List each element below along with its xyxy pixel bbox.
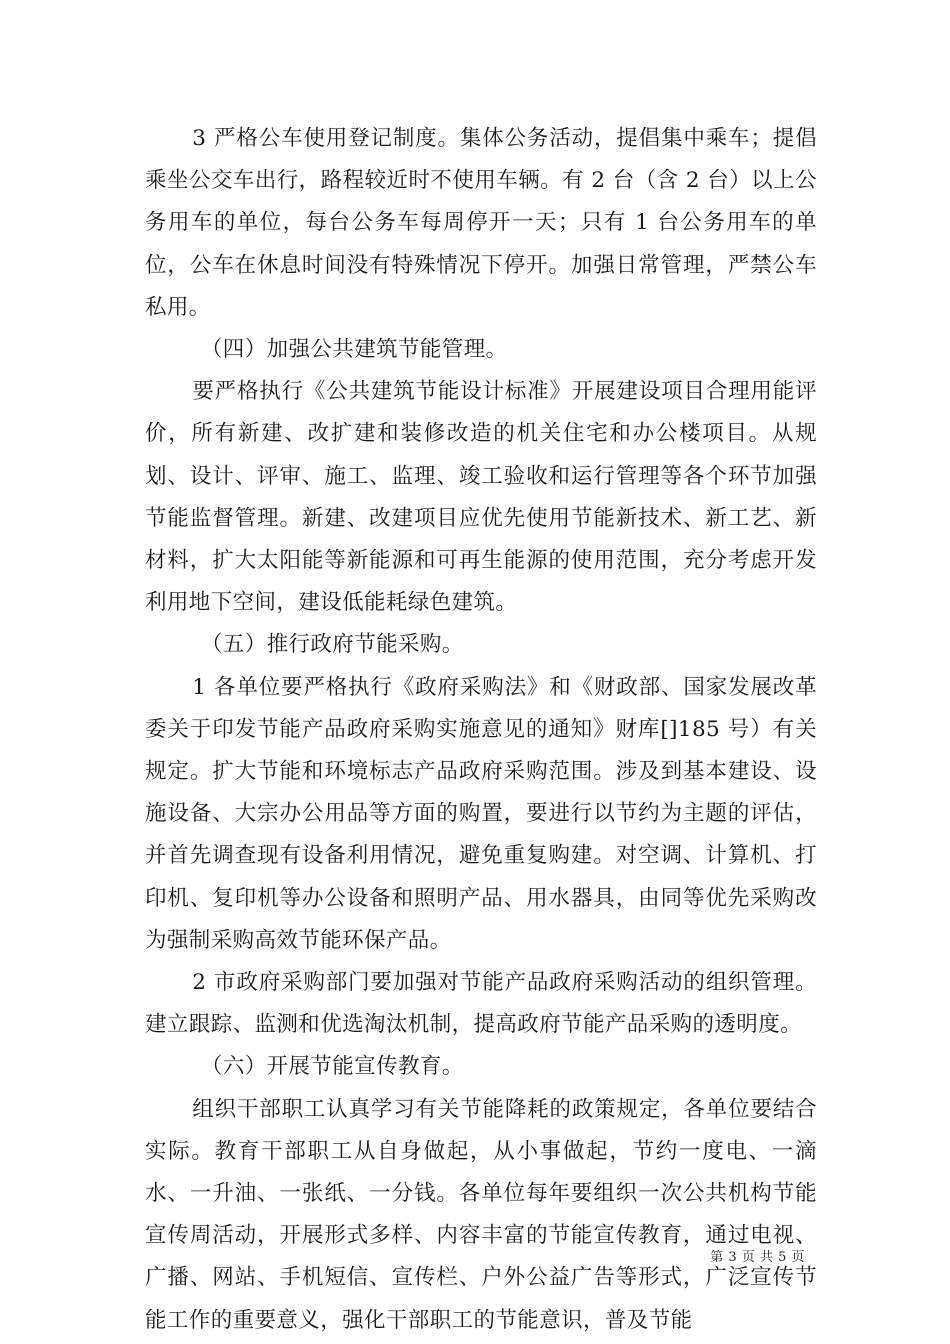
section-heading-government-procurement: （五）推行政府节能采购。 [200, 632, 464, 658]
paragraph-procurement-law: 1 各单位要严格执行《政府采购法》和《财政部、国家发展改革委关于印发节能产品政府采购实施意见的通知》财库[]185 号）有关规定。扩大节能和环境标志产品政府采购范围。涉及到基本建设、设施设备、大宗办公用品等方面的购置，要进行以节约为主题的评估，并首先调查现有设备利用情况，避免重复购建。对空调、计算机、打印机、复印机等办公设备和照明产品、用水器具，由同等优先采购改为强制采购高效节能环保产品。 [145, 674, 817, 953]
paragraph-procurement-management: 2 市政府采购部门要加强对节能产品政府采购活动的组织管理。建立跟踪、监测和优选淘汰机制，提高政府节能产品采购的透明度。 [145, 970, 817, 1038]
section-heading-publicity-education: （六）开展节能宣传教育。 [200, 1054, 464, 1080]
document-body [145, 118, 817, 1342]
paragraph-publicity-education: 组织干部职工认真学习有关节能降耗的政策规定，各单位要结合实际。教育干部职工从自身做起，从小事做起，节约一度电、一滴水、一升油、一张纸、一分钱。各单位每年要组织一次公共机构节能宣传周活动，开展形式多样、内容丰富的节能宣传教育，通过电视、广播、网站、手机短信、宣传栏、户外公益广告等形式，广泛宣传节能工作的重要意义，强化干部职工的节能意识，普及节能 [145, 1096, 817, 1333]
section-heading-public-building: （四）加强公共建筑节能管理。 [200, 337, 508, 363]
paragraph-public-building-standards: 要严格执行《公共建筑节能设计标准》开展建设项目合理用能评价，所有新建、改扩建和装修改造的机关住宅和办公楼项目。从规划、设计、评审、施工、监理、竣工验收和运行管理等各个环节加强节能监督管理。新建、改建项目应优先使用节能新技术、新工艺、新材料，扩大太阳能等新能源和可再生能源的使用范围，充分考虑开发利用地下空间，建设低能耗绿色建筑。 [145, 379, 817, 616]
page-number-footer: 第 3 页 共 5 页 [710, 1250, 805, 1265]
paragraph-official-car-registration: 3 严格公车使用登记制度。集体公务活动，提倡集中乘车；提倡乘坐公交车出行，路程较近时不使用车辆。有 2 台（含 2 台）以上公务用车的单位，每台公务车每周停开一天；只有 1 台公务用车的单位，公车在休息时间没有特殊情况下停开。加强日常管理，严禁公车私用。 [145, 126, 817, 320]
